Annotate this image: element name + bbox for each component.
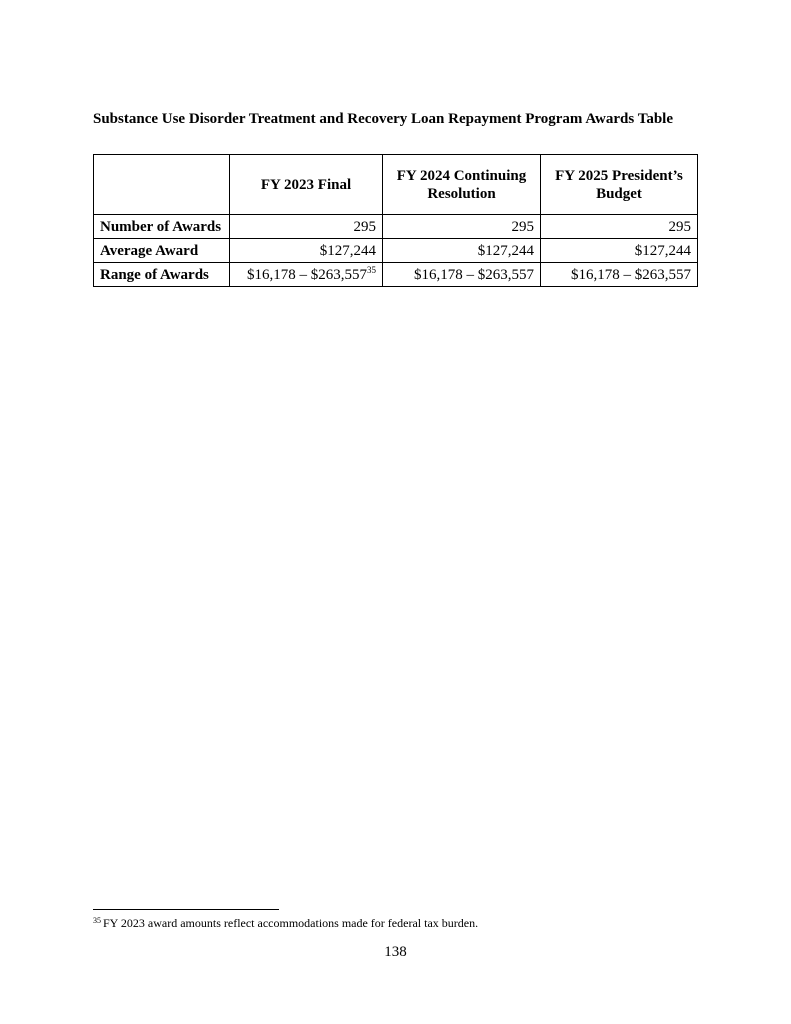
footnote-divider xyxy=(93,909,279,910)
table-cell: $127,244 xyxy=(230,239,383,263)
header-cell-empty xyxy=(94,155,230,215)
header-row xyxy=(94,155,698,215)
row-label: Range of Awards xyxy=(94,263,230,287)
table-cell-with-footnote xyxy=(230,263,383,287)
header-cell-fy2023: FY 2023 Final xyxy=(230,155,383,215)
header-cell-fy2025: FY 2025 President’s Budget xyxy=(541,155,698,215)
table-row xyxy=(94,215,698,239)
row-label: Average Award xyxy=(94,239,230,263)
row-label: Number of Awards xyxy=(94,215,230,239)
footnote-text: FY 2023 award amounts reflect accommodations made for federal tax burden. xyxy=(103,916,479,930)
footnote xyxy=(93,916,478,930)
table-cell: 295 xyxy=(383,215,541,239)
header-cell-fy2024: FY 2024 Continuing Resolution xyxy=(383,155,541,215)
table-cell: $127,244 xyxy=(383,239,541,263)
table-cell: $127,244 xyxy=(541,239,698,263)
cell-value: $16,178 – $263,557 xyxy=(247,266,367,283)
footnote-marker: 35 xyxy=(93,916,101,925)
table-title: Substance Use Disorder Treatment and Recovery Loan Repayment Program Awards Table xyxy=(93,111,673,127)
footnote-reference[interactable]: 35 xyxy=(367,264,376,275)
table-row xyxy=(94,263,698,287)
table-cell: 295 xyxy=(541,215,698,239)
awards-table xyxy=(93,154,698,287)
table-cell: $16,178 – $263,557 xyxy=(383,263,541,287)
table-row xyxy=(94,239,698,263)
table-cell: 295 xyxy=(230,215,383,239)
page-number: 138 xyxy=(384,944,407,960)
table-cell: $16,178 – $263,557 xyxy=(541,263,698,287)
